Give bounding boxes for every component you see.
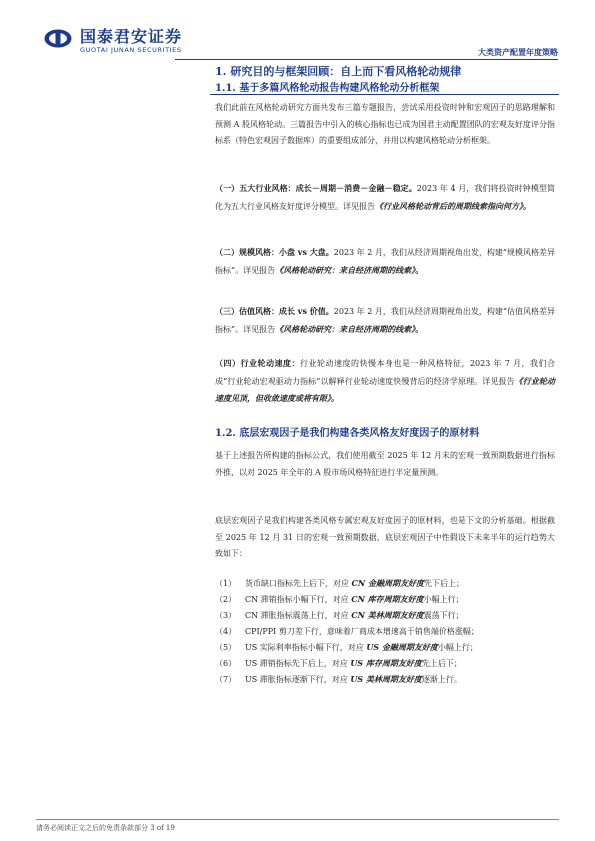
list-item: （5） US 实际利率指标小幅下行，对应 US 金融周期友好度小幅上行；	[215, 642, 478, 652]
framework-item-4	[215, 355, 555, 408]
macro-trend-list	[215, 575, 555, 687]
item-text: 2023 年 2 月，我们从经济周期视角出发，构建“规模风格差异指标”。详见报告	[215, 248, 555, 275]
list-item: （7） US 滞胀指标逐渐下行，对应 US 美林周期友好度逐渐上行。	[215, 674, 462, 684]
subsection-heading-1-2: 1.2. 底层宏观因子是我们构建各类风格友好度因子的原材料	[215, 428, 480, 439]
list-item: （2） CN 滞销指标小幅下行，对应 CN 库存周期友好度小幅上行；	[215, 594, 464, 604]
report-reference: 《风格轮动研究：来自经济周期的线索》。	[275, 264, 424, 275]
list-item: （1） 货币缺口指标先上后下，对应 CN 金融周期友好度先下后上；	[215, 578, 465, 588]
report-reference: 《行业风格轮动背后的周期线索指向何方》。	[375, 200, 531, 211]
footer-disclaimer: 请务必阅读正文之后的免责条款部分 3 of 19	[36, 824, 175, 832]
framework-item-1	[215, 180, 555, 215]
header-divider	[175, 59, 558, 60]
item-text: 行业轮动速度的快慢本身也是一种风格特征，2023 年 7 月，我们合成“行业轮动宏观驱动力指标”以解释行业轮动速度快慢背后的经济学原理。详见报告	[215, 359, 556, 386]
method-paragraph: 基于上述报告所构建的指标公式，我们使用截至 2025 年 12 月末的宏观一致预期数据进行指标外推，以对 2025 年全年的 A 股市场风格特征进行半定量预测。	[215, 451, 555, 477]
company-logo-icon	[44, 29, 72, 48]
company-name-en: GUOTAI JUNAN SECURITIES	[80, 46, 182, 54]
item-heading: （一）五大行业风格：成长－周期－消费－金融－稳定。	[215, 183, 417, 193]
item-heading: （三）估值风格：成长 vs 价值。	[215, 306, 334, 316]
item-heading: （二）规模风格：小盘 vs 大盘。	[215, 247, 334, 257]
framework-item-2	[215, 244, 555, 279]
list-item: （4） CPI/PPI 剪刀差下行，意味着厂商成本增速高于销售端价格涨幅；	[215, 627, 479, 636]
report-reference: 《行业轮动速度见顶，但收敛速度或将有限》。	[215, 375, 555, 403]
list-item: （3） CN 滞胀指标震荡上行，对应 CN 美林周期友好度震荡下行；	[215, 610, 464, 620]
report-type-label: 大类资产配置年度策略	[478, 48, 558, 57]
section-heading-1: 1. 研究目的与框架回顾：自上而下看风格轮动规律	[215, 65, 462, 78]
company-name-cn: 国泰君安证券	[80, 27, 183, 46]
item-text: 2023 年 4 月，我们将投资时钟模型简化为五大行业风格友好度评分模型。详见报告	[215, 184, 556, 211]
framework-item-3	[215, 303, 555, 338]
intro-paragraph: 我们此前在风格轮动研究方面共发布三篇专题报告，尝试采用投资时钟和宏观因子的思路理解和预测 A 股风格轮动。三篇报告中引入的核心指标也已成为国君主动配置团队的宏观友好度评分指标系（特色宏观因子数据库）的重要组成部分，并用以构建风格轮动分析框架。	[215, 103, 555, 145]
footer-divider	[36, 819, 559, 820]
item-text: 2023 年 2 月，我们从经济周期视角出发，构建“估值风格差异指标”。详见报告	[215, 307, 555, 334]
macro-factor-paragraph: 底层宏观因子是我们构建各类风格专属宏观友好度因子的原材料，也是下文的分析基础。根据截至 2025 年 12 月 31 日的宏观一致预期数据，底层宏观因子中性假设下未来半年的运行趋势大致如下：	[215, 516, 555, 558]
heading-divider	[210, 94, 559, 95]
list-item: （6） US 滞销指标先下后上，对应 US 库存周期友好度先上后下；	[215, 658, 462, 668]
item-heading: （四）行业轮动速度：	[215, 358, 300, 368]
report-reference: 《风格轮动研究：来自经济周期的线索》。	[275, 323, 424, 334]
subsection-heading-1-1: 1.1. 基于多篇风格轮动报告构建风格轮动分析框架	[215, 83, 440, 94]
